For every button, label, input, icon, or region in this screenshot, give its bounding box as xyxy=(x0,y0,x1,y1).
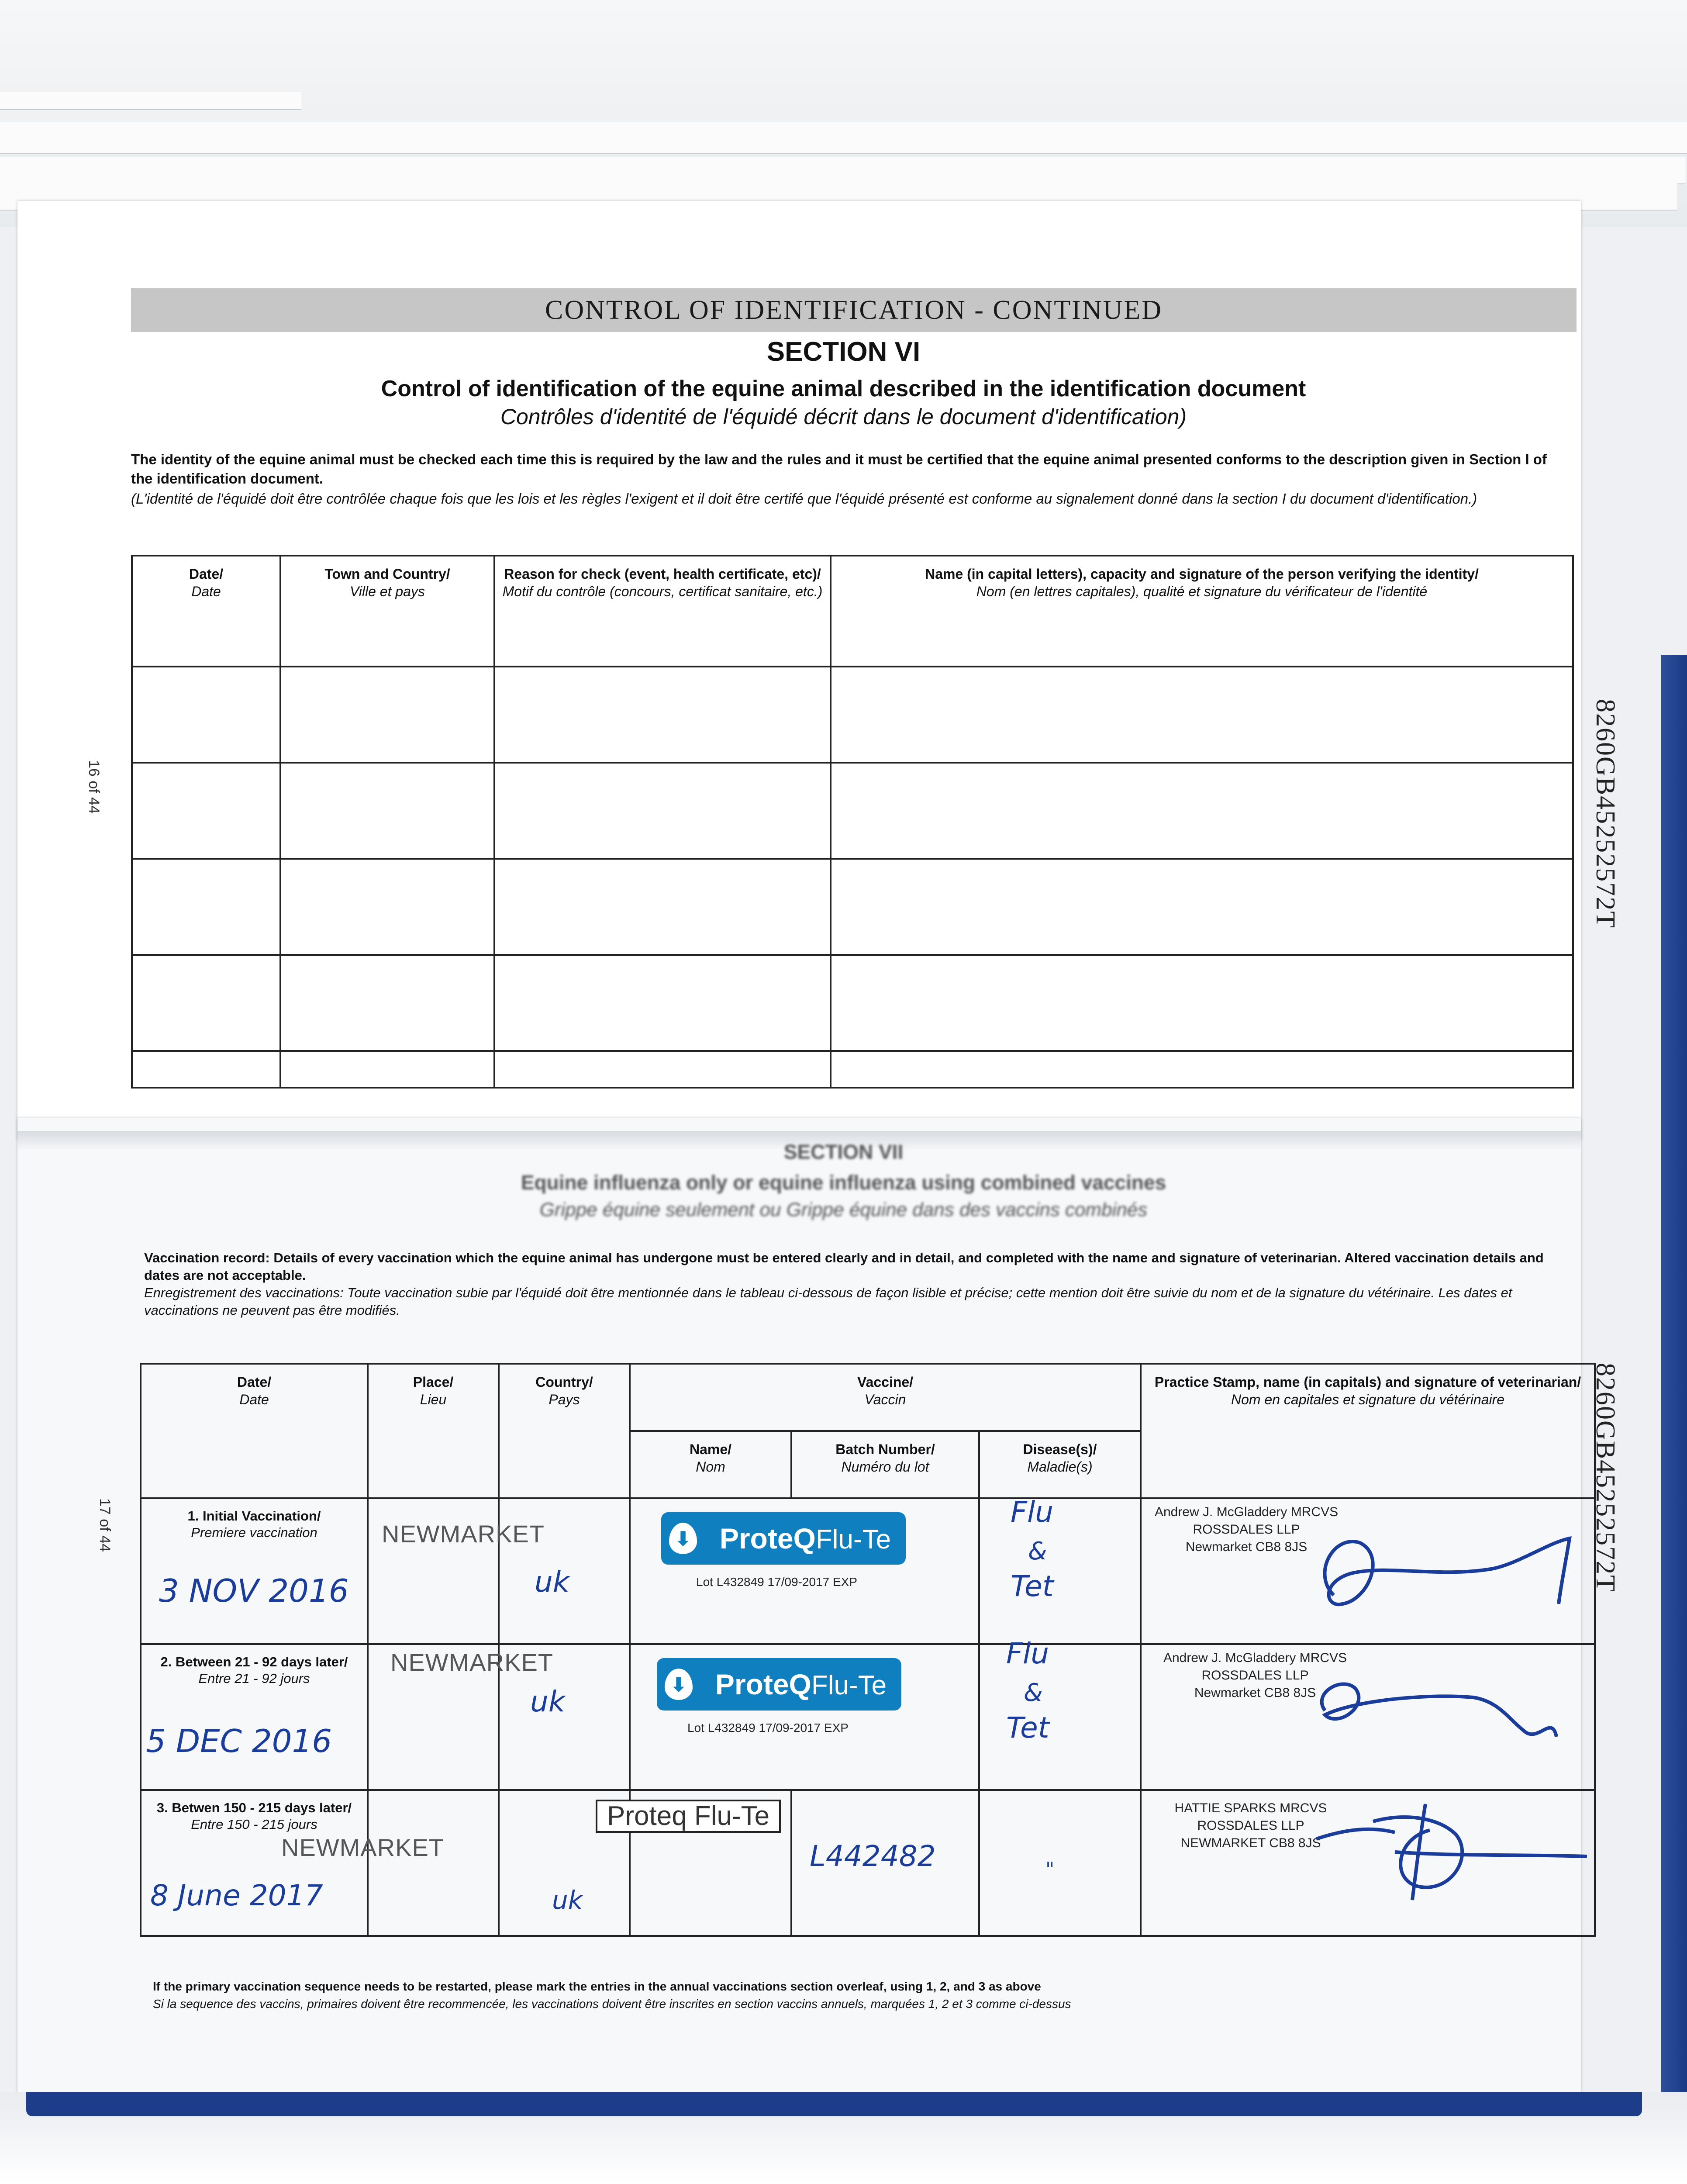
vaccine-lot-text: Lot L432849 17/09-2017 EXP xyxy=(696,1575,857,1589)
handwritten-ditto: " xyxy=(1045,1858,1055,1880)
passport-cover-side xyxy=(1661,655,1687,2132)
date-cell[interactable] xyxy=(141,1790,368,1936)
col-header-place: Place/ Lieu xyxy=(368,1364,499,1498)
place-cell[interactable] xyxy=(281,1790,499,1936)
identification-table xyxy=(131,555,1574,1089)
section-subtitle-fr: Contrôles d'identité de l'équidé décrit dans le document d'identification) xyxy=(500,404,1187,429)
batch-cell[interactable] xyxy=(791,1790,979,1936)
table-row xyxy=(132,955,1573,1051)
table-cell[interactable] xyxy=(831,667,1573,763)
row-label: 1. Initial Vaccination/ Premiere vaccination xyxy=(187,1508,321,1540)
vaccine-lot-text: Lot L432849 17/09-2017 EXP xyxy=(687,1721,849,1735)
table-cell[interactable] xyxy=(132,859,280,955)
handwritten-ampersand: & xyxy=(1028,1537,1047,1565)
passport-cover-strip xyxy=(26,2092,1642,2116)
handwritten-disease: Flu xyxy=(1011,1495,1054,1529)
vet-signature xyxy=(1238,1667,1570,1763)
vaccine-name-cell[interactable] xyxy=(630,1498,979,1644)
table-cell[interactable] xyxy=(494,667,831,763)
date-cell[interactable] xyxy=(141,1498,368,1644)
vaccination-intro: Vaccination record: Details of every vaccination which the equine animal has undergone must be entered clearly and in detail, and completed with the name and signature of veterinarian. Altered vaccination details and dates are not acceptable. xyxy=(144,1250,1544,1283)
table-row xyxy=(141,1790,1595,1936)
vet-signature xyxy=(1308,1791,1596,1922)
vaccine-label-sticker: ⬇ ProteQFlu-Te xyxy=(657,1658,901,1711)
vet-stamp: HATTIE SPARKS MRCVS ROSSDALES LLP NEWMARKET CB8 8JS xyxy=(1174,1801,1327,1850)
vet-stamp: Andrew J. McGladdery MRCVS ROSSDALES LLP Newmarket CB8 8JS xyxy=(1163,1651,1347,1700)
vaccine-name-cell[interactable] xyxy=(607,1790,791,1936)
section-title: SECTION VI xyxy=(766,337,921,367)
vaccine-label-sticker: ⬇ ProteQFlu-Te xyxy=(661,1512,906,1565)
col-header-batch: Batch Number/ Numéro du lot xyxy=(791,1431,979,1498)
disease-cell[interactable] xyxy=(979,1790,1141,1936)
col-header-reason: Reason for check (event, health certificate, etc)/ Motif du contrôle (concours, certificat sanitaire, etc.) xyxy=(494,556,831,667)
footnote-fr: Si la sequence des vaccins, primaires doivent être recommencée, les vaccinations doivent être inscrites en section vaccins annuels, marquées 1, 2 et 3 comme ci-dessus xyxy=(153,1997,1071,2011)
table-header-row xyxy=(132,556,1573,667)
col-header-vet: Practice Stamp, name (in capitals) and signature of veterinarian/ Nom en capitales et signature du vétérinaire xyxy=(1141,1364,1595,1498)
handwritten-ampersand: & xyxy=(1024,1679,1043,1707)
section-title: SECTION VII xyxy=(783,1140,904,1163)
footnote: If the primary vaccination sequence needs to be restarted, please mark the entries in the annual vaccinations section overleaf, using 1, 2, and 3 as above xyxy=(153,1980,1041,1993)
table-cell[interactable] xyxy=(280,667,494,763)
table-header-row xyxy=(141,1364,1595,1431)
disease-cell[interactable] xyxy=(979,1637,1141,1790)
handwritten-country: uk xyxy=(535,1565,570,1599)
table-cell[interactable] xyxy=(132,667,280,763)
table-cell[interactable] xyxy=(132,1051,280,1088)
place-stamp: NEWMARKET xyxy=(281,1834,444,1861)
droplet-icon: ⬇ xyxy=(665,1669,693,1700)
page-edge xyxy=(0,157,1686,184)
table-cell[interactable] xyxy=(280,859,494,955)
droplet-icon: ⬇ xyxy=(669,1523,697,1554)
date-cell[interactable] xyxy=(141,1644,368,1790)
vaccine-name-cell[interactable] xyxy=(630,1644,979,1790)
col-header-vaccine-name: Name/ Nom xyxy=(630,1431,791,1498)
row-label: 2. Between 21 - 92 days later/ Entre 21 - 92 jours xyxy=(160,1654,348,1686)
table-row xyxy=(132,859,1573,955)
table-row xyxy=(132,667,1573,763)
page-number: 16 of 44 xyxy=(86,760,102,814)
handwritten-date: 3 NOV 2016 xyxy=(159,1572,349,1609)
table-cell[interactable] xyxy=(132,763,280,859)
country-cell[interactable] xyxy=(499,1644,630,1790)
handwritten-country: uk xyxy=(530,1685,566,1718)
col-header-date: Date/ Date xyxy=(141,1364,368,1498)
table-cell[interactable] xyxy=(831,1051,1573,1088)
table-row xyxy=(141,1498,1595,1644)
handwritten-date: 5 DEC 2016 xyxy=(146,1723,332,1759)
document-number: 8260GB45252572T xyxy=(1590,699,1620,929)
vet-cell[interactable] xyxy=(1141,1498,1595,1644)
handwritten-disease: Tet xyxy=(1006,1711,1049,1745)
col-header-town: Town and Country/ Ville et pays xyxy=(280,556,494,667)
handwritten-disease: Flu xyxy=(1006,1637,1049,1670)
table-cell[interactable] xyxy=(132,955,280,1051)
page-edge xyxy=(0,122,1687,154)
table-row xyxy=(141,1644,1595,1790)
handwritten-batch: L442482 xyxy=(810,1839,936,1873)
section-subtitle-fr: Grippe équine seulement ou Grippe équine dans des vaccins combinés xyxy=(539,1199,1148,1220)
section-intro-fr: (L'identité de l'équidé doit être contrôlée chaque fois que les lois et les règles l'exigent et il doit être certifé que l'équidé présenté est conforme au signalement donné dans la section I du document d'identification.) xyxy=(131,491,1477,507)
handwritten-country: uk xyxy=(552,1885,583,1915)
handwritten-date: 8 June 2017 xyxy=(150,1879,323,1912)
col-header-vaccine: Vaccine/ Vaccin xyxy=(630,1364,1141,1431)
table-cell[interactable] xyxy=(494,1051,831,1088)
table-row xyxy=(132,1051,1573,1088)
table-cell[interactable] xyxy=(494,955,831,1051)
handwritten-disease: Tet xyxy=(1011,1569,1054,1603)
place-stamp: NEWMARKET xyxy=(390,1648,553,1676)
place-stamp: NEWMARKET xyxy=(382,1520,545,1548)
page-number: 17 of 44 xyxy=(97,1498,113,1552)
col-header-date: Date/ Date xyxy=(132,556,280,667)
col-header-disease: Disease(s)/ Maladie(s) xyxy=(979,1431,1141,1498)
page-banner: CONTROL OF IDENTIFICATION - CONTINUED xyxy=(131,288,1577,332)
vaccine-stamp: Proteq Flu-Te xyxy=(596,1800,781,1833)
vet-cell[interactable] xyxy=(1141,1790,1595,1936)
row-label: 3. Betwen 150 - 215 days later/ Entre 150 - 215 jours xyxy=(156,1800,352,1832)
vaccination-table xyxy=(140,1363,1596,1937)
table-cell[interactable] xyxy=(831,763,1573,859)
vet-signature xyxy=(1246,1517,1578,1621)
col-header-verifier: Name (in capital letters), capacity and signature of the person verifying the identity/ Nom (en lettres capitales), qualité et signature du vérificateur de l'identité xyxy=(831,556,1573,667)
section-subtitle: Equine influenza only or equine influenza using combined vaccines xyxy=(521,1171,1166,1194)
col-header-country: Country/ Pays xyxy=(499,1364,630,1498)
document-number: 8260GB45252572T xyxy=(1590,1363,1620,1593)
table-cell[interactable] xyxy=(280,763,494,859)
table-cell[interactable] xyxy=(831,859,1573,955)
table-cell[interactable] xyxy=(494,859,831,955)
vet-stamp: Andrew J. McGladdery MRCVS ROSSDALES LLP Newmarket CB8 8JS xyxy=(1154,1505,1339,1554)
table-cell[interactable] xyxy=(831,955,1573,1051)
vaccination-intro-fr: Enregistrement des vaccinations: Toute vaccination subie par l'équidé doit être mentionnée dans le tableau ci-dessous de façon lisible et précise; cette mention doit être suivie du nom et de la signature du vétérinaire. Les dates et vaccinations ne peuvent pas être modifiés. xyxy=(144,1285,1512,1318)
table-cell[interactable] xyxy=(280,1051,494,1088)
table-cell[interactable] xyxy=(494,763,831,859)
place-cell[interactable] xyxy=(368,1498,545,1644)
section-intro: The identity of the equine animal must be checked each time this is required by the law and the rules and it must be certified that the equine animal presented conforms to the description given in Section I of the identification document. xyxy=(131,451,1547,487)
country-cell[interactable] xyxy=(499,1498,630,1644)
section-subtitle: Control of identification of the equine animal described in the identification document xyxy=(381,376,1306,401)
vet-cell[interactable] xyxy=(1141,1644,1595,1790)
disease-cell[interactable] xyxy=(979,1495,1141,1644)
page-edge xyxy=(0,92,301,110)
table-row xyxy=(132,763,1573,859)
table-cell[interactable] xyxy=(280,955,494,1051)
